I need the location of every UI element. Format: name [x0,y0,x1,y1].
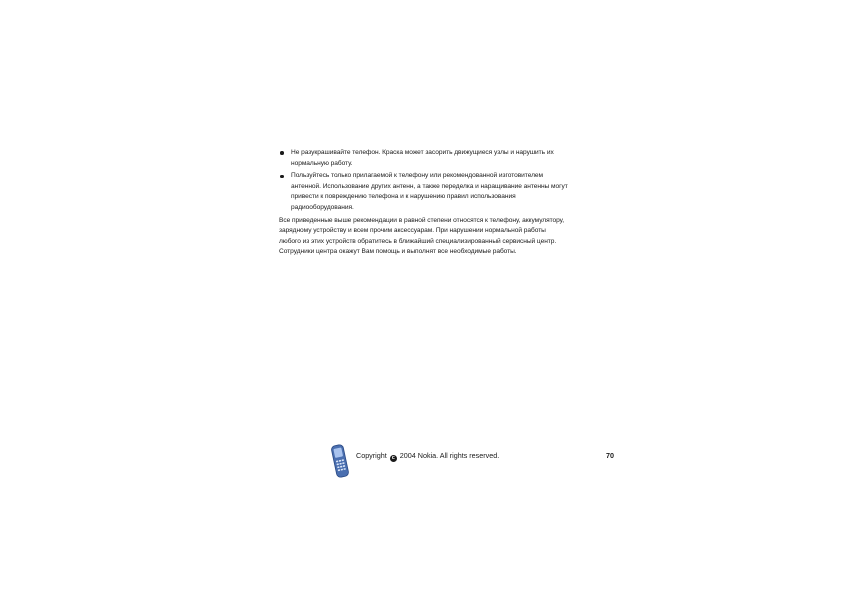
bullet-text: Пользуйтесь только прилагаемой к телефону или рекомендованной изготовителем антенной. Использование других антенн, а также переделка и наращивание антенны могут привести к повреждению телефона и к нарушению правил использования радиооборудования. [291,172,568,211]
phone-icon [330,443,350,479]
bullet-text: Не разукрашивайте телефон. Краска может засорить движущиеся узлы и нарушить их нормальную работу. [291,149,554,167]
body-paragraph: Все приведенные выше рекомендации в равной степени относятся к телефону, аккумулятору, зарядному устройству и всем прочим аксессуарам. При нарушении нормальной работы любого из этих устройств обратитесь в ближайший специализированный сервисный центр. Сотрудники центра окажут Вам помощь и выполнят все необходимые работы. [279,216,565,256]
page-number: 70 [606,451,614,460]
copyright-label: Copyright [356,451,387,460]
bullet-icon [280,151,284,155]
copyright-text: 2004 Nokia. All rights reserved. [399,451,500,460]
bullet-item [279,148,569,169]
copyright-icon: c [391,454,395,461]
footer-copyright [356,451,499,462]
bullet-item [279,171,569,213]
page-body [279,148,569,258]
bullet-icon [280,175,284,179]
